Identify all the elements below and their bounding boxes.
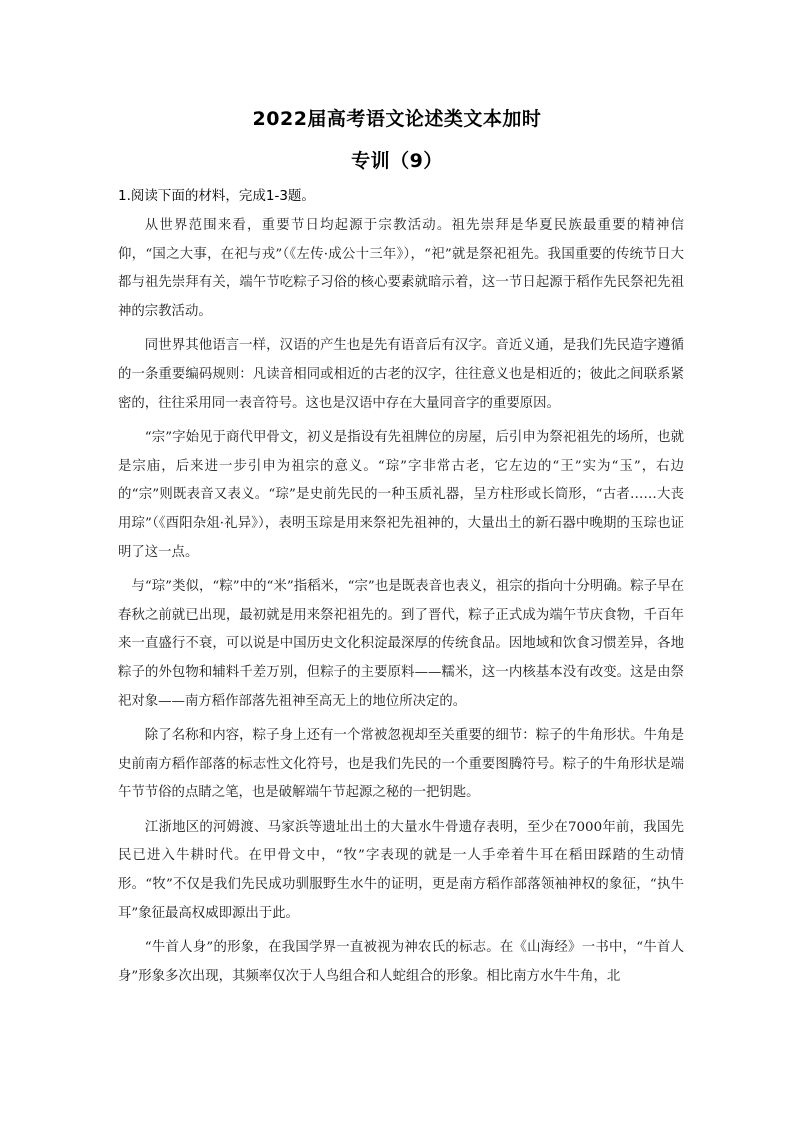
paragraph: 同世界其他语言一样，汉语的产生也是先有语音后有汉字。音近义通，是我们先民造字遵循的一条重要编码规则：凡读音相同或相近的古老的汉字，往往意义也是相近的；彼此之间联系紧密的，往往采用同一表音符号。这也是汉语中存在大量同音字的重要原因。 [118, 338, 684, 411]
document-title: 2022届高考语文论述类文本加时 [252, 108, 542, 130]
paragraph: 江浙地区的河姆渡、马家浜等遗址出土的大量水牛骨遗存表明，至少在7000年前，我国先民已进入牛耕时代。在甲骨文中，“牧”字表现的就是一人手牵着牛耳在稻田踩踏的生动情形。“牧”不仅是我们先民成功驯服野生水牛的证明，更是南方稻作部落领袖神权的象征，“执牛耳”象征最高权威即源出于此。 [118, 819, 684, 921]
paragraph: 从世界范围来看，重要节日均起源于宗教活动。祖先崇拜是华夏民族最重要的精神信仰，“国之大事，在祀与戎”（《左传·成公十三年》），“祀”就是祭祀祖先。我国重要的传统节日大都与祖先崇拜有关，端午节吃粽子习俗的核心要素就暗示着，这一节日起源于稻作先民祭祀先祖神的宗教活动。 [118, 218, 684, 319]
document-subtitle: 专训（9） [351, 150, 443, 172]
article-body [118, 212, 684, 997]
paragraph: “牛首人身”的形象，在我国学界一直被视为神农氏的标志。在《山海经》一书中，“牛首人身”形象多次出现，其频率仅次于人鸟组合和人蛇组合的形象。相比南方水牛牛角，北 [118, 940, 684, 984]
paragraph: “宗”字始见于商代甲骨文，初义是指设有先祖牌位的房屋，后引申为祭祀祖先的场所，也就是宗庙，后来进一步引申为祖宗的意义。“琮”字非常古老，它左边的“王”实为“玉”，右边的“宗”则既表音又表义。“琮”是史前先民的一种玉质礼器，呈方柱形或长筒形，“古者……大丧用琮”（《酉阳杂俎·礼异》），表明玉琮是用来祭祀先祖神的，大量出土的新石器中晚期的玉琮也证明了这一点。 [118, 430, 684, 560]
paragraph: 与“琮”类似，“粽”中的“米”指稻米，“宗”也是既表音也表义，祖宗的指向十分明确。粽子早在春秋之前就已出现，最初就是用来祭祀祖先的。到了晋代，粽子正式成为端午节庆食物，千百年来一直盛行不衰，可以说是中国历史文化积淀最深厚的传统食品。因地域和饮食习惯差异，各地粽子的外包物和辅料千差万别，但粽子的主要原料——糯米，这一内核基本没有改变。这是由祭祀对象——南方稻作部落先祖神至高无上的地位所决定的。 [118, 579, 684, 709]
question-instruction: 1.阅读下面的材料，完成1-3题。 [118, 188, 315, 204]
paragraph: 除了名称和内容，粽子身上还有一个常被忽视却至关重要的细节：粽子的牛角形状。牛角是史前南方稻作部落的标志性文化符号，也是我们先民的一个重要图腾符号。粽子的牛角形状是端午节节俗的点睛之笔，也是破解端午节起源之秘的一把钥匙。 [118, 728, 684, 801]
